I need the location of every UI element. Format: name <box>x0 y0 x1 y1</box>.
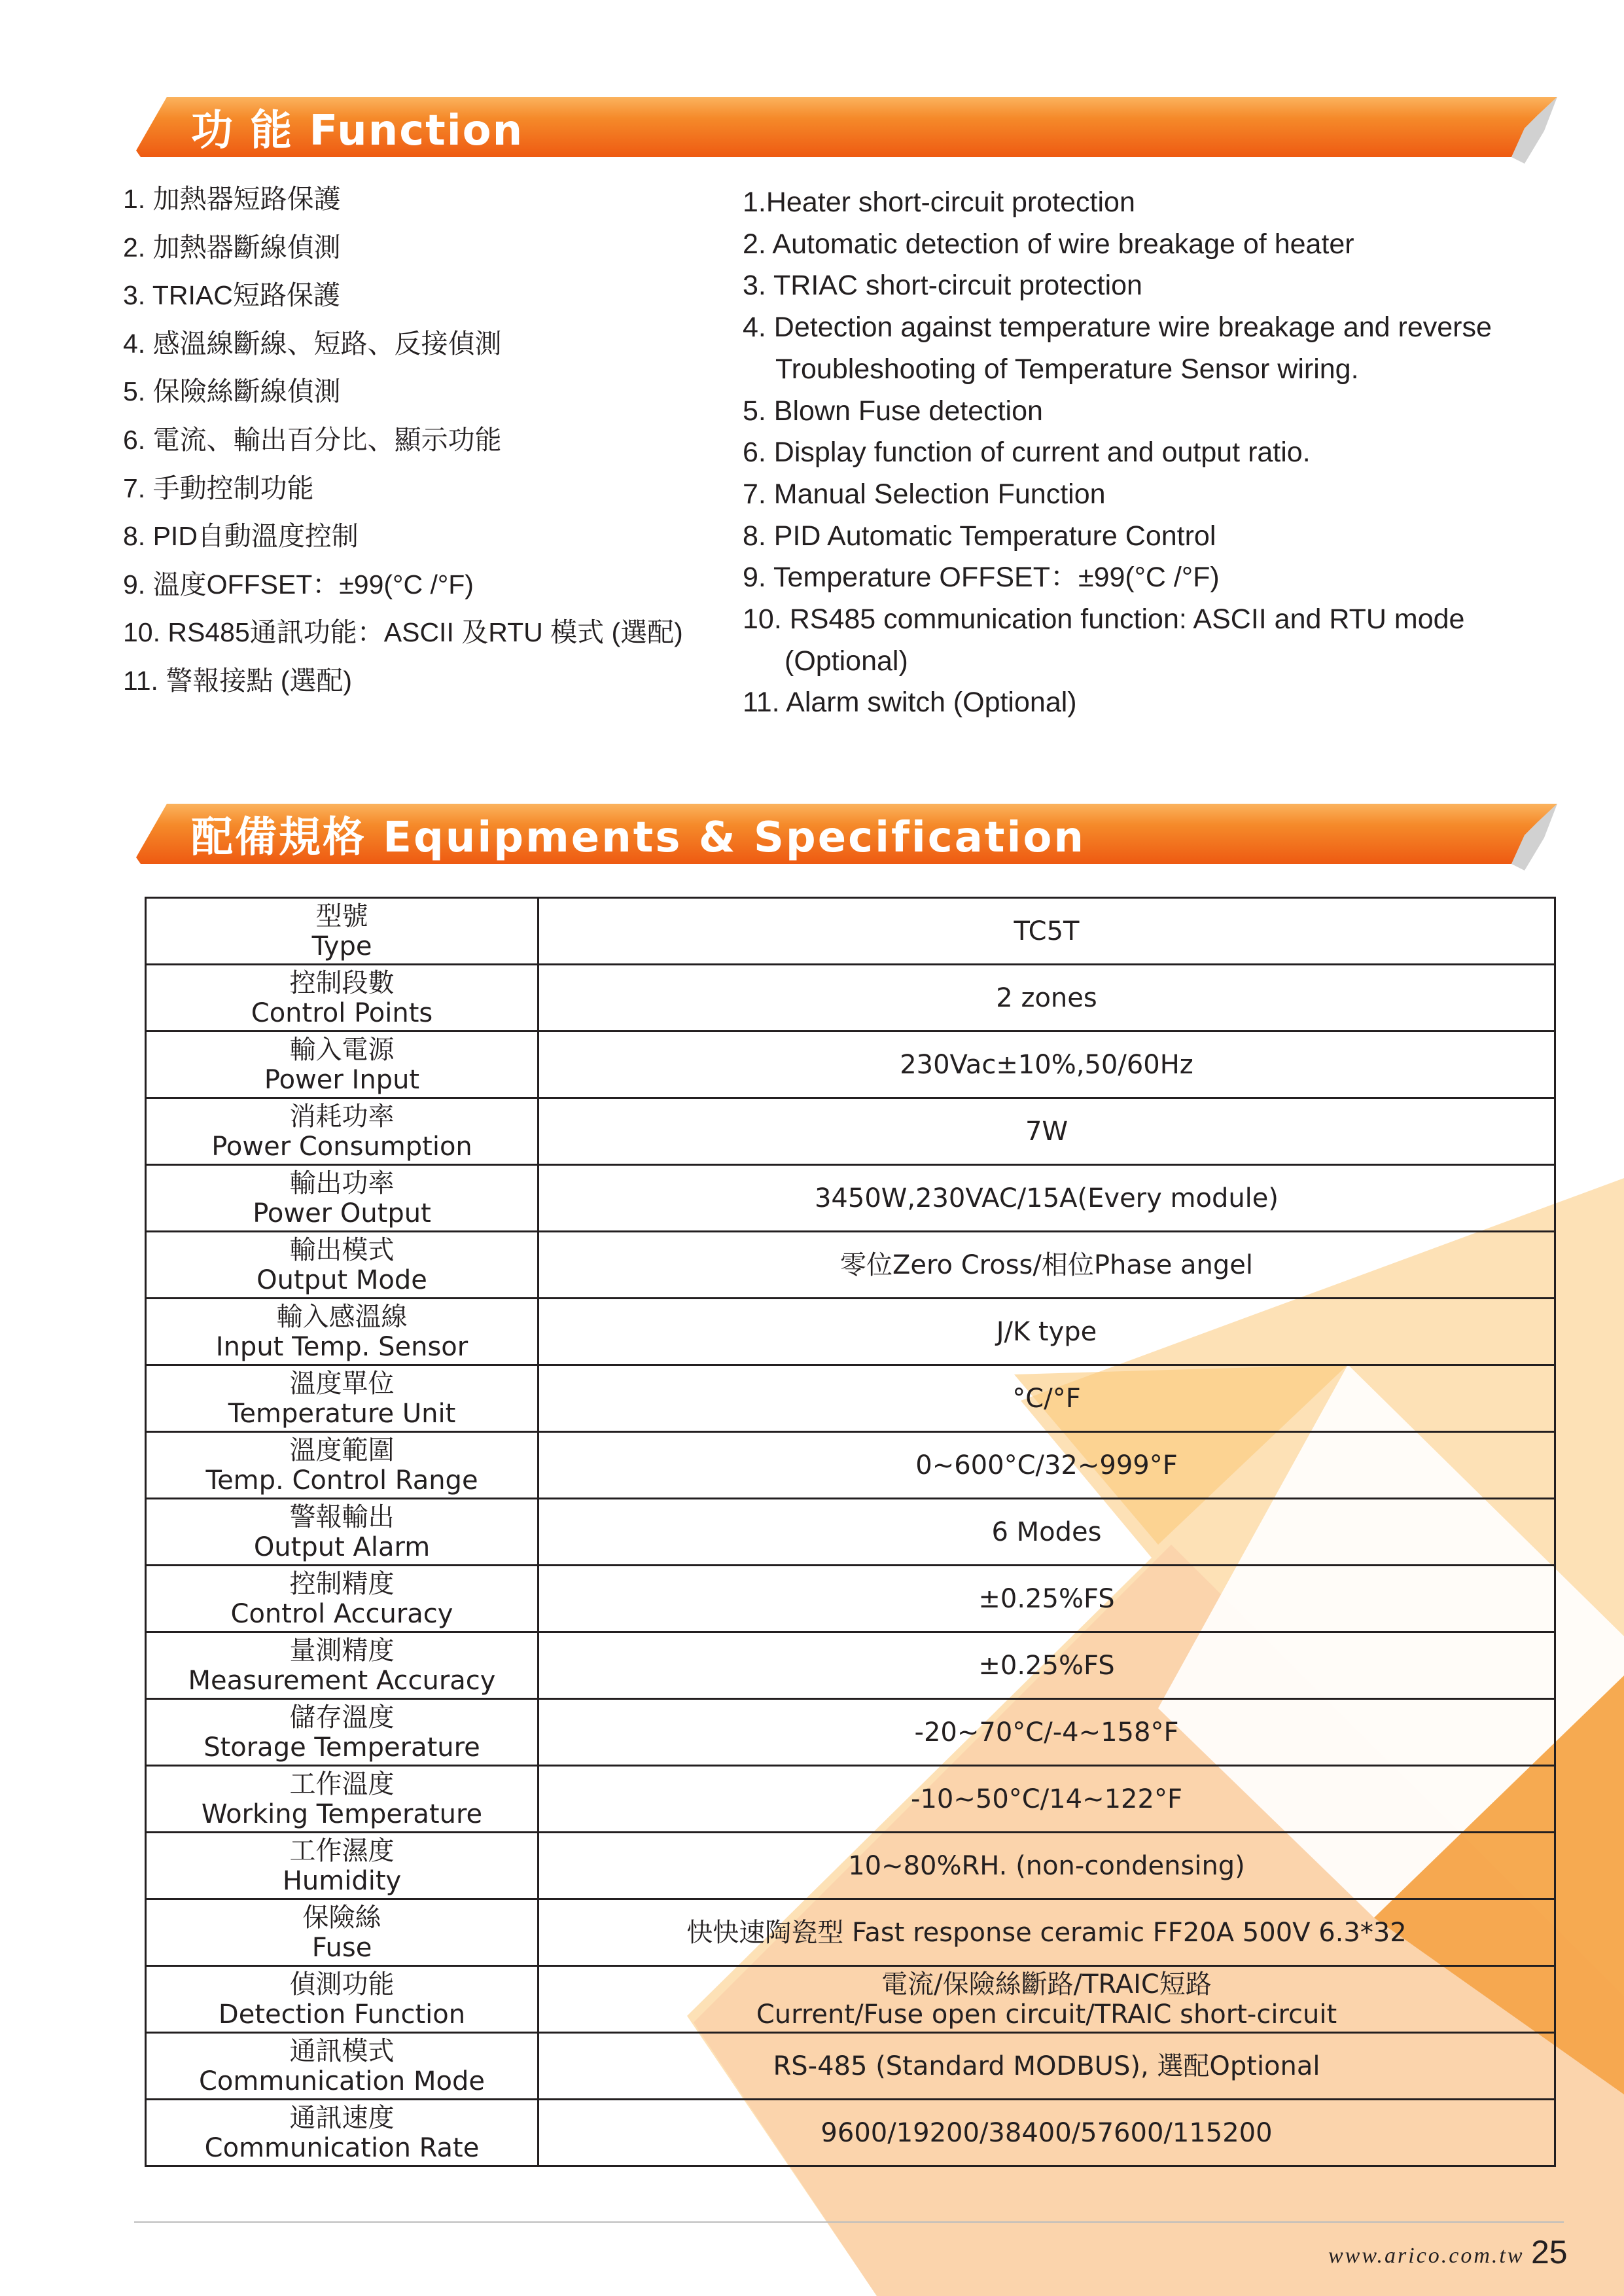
spec-row <box>146 1632 1555 1699</box>
spec-row <box>146 1365 1555 1432</box>
spec-label-zh: 輸入感溫線 <box>276 1301 408 1332</box>
spec-label-cell <box>146 1165 538 1232</box>
spec-value-cell <box>538 1833 1555 1899</box>
spec-row <box>146 1031 1555 1098</box>
footer-divider <box>134 2221 1564 2223</box>
feature-item-zh: 2. 加熱器斷線偵測 <box>123 232 341 262</box>
spec-label-en: Working Temperature <box>201 1799 483 1829</box>
spec-label-cell <box>146 1232 538 1299</box>
spec-row <box>146 1299 1555 1365</box>
spec-label-cell <box>146 965 538 1031</box>
spec-value: 7W <box>1025 1116 1068 1147</box>
feature-line: 5. Blown Fuse detection <box>743 395 1043 427</box>
spec-label-zh: 儲存溫度 <box>289 1702 395 1732</box>
spec-label-en: Type <box>311 931 372 961</box>
spec-label-cell <box>146 1833 538 1899</box>
spec-value-cell <box>538 1699 1555 1766</box>
spec-label-zh: 工作溫度 <box>289 1768 395 1799</box>
feature-line: 8. PID Automatic Temperature Control <box>743 520 1216 552</box>
spec-value-cell <box>538 1966 1555 2033</box>
feature-item-zh: 6. 電流、輸出百分比、顯示功能 <box>123 424 502 455</box>
spec-value: J/K type <box>996 1316 1097 1347</box>
spec-value-cell <box>538 1165 1555 1232</box>
spec-value-cell <box>538 898 1555 965</box>
feature-line: 6. Display function of current and output ratio. <box>743 437 1311 469</box>
spec-label-en: Output Mode <box>256 1265 427 1295</box>
feature-line: 9. Temperature OFFSET：±99(°C /°F) <box>743 562 1220 594</box>
spec-label-zh: 輸入電源 <box>289 1034 395 1065</box>
feature-item-en <box>743 516 1554 558</box>
feature-item-en <box>743 265 1554 307</box>
spec-row <box>146 1098 1555 1165</box>
feature-item-en <box>743 182 1554 224</box>
spec-label-en: Power Output <box>253 1198 431 1229</box>
spec-label-zh: 溫度範圍 <box>289 1435 395 1465</box>
spec-label-zh: 溫度單位 <box>289 1368 395 1399</box>
spec-row <box>146 1432 1555 1499</box>
spec-label-cell <box>146 1766 538 1833</box>
spec-label-cell <box>146 2100 538 2166</box>
spec-label-cell <box>146 1966 538 2033</box>
function-title: 功 能 Function <box>191 107 524 155</box>
spec-value-cell <box>538 1899 1555 1966</box>
spec-label-en: Communication Rate <box>204 2132 480 2163</box>
spec-label-zh: 通訊模式 <box>289 2036 395 2066</box>
spec-value-cell <box>538 1365 1555 1432</box>
spec-label-cell <box>146 1432 538 1499</box>
spec-value-cell <box>538 1566 1555 1632</box>
feature-item-zh: 9. 溫度OFFSET：±99(°C /°F) <box>123 569 474 600</box>
spec-value: 2 zones <box>996 982 1097 1013</box>
feature-item-zh: 3. TRIAC短路保護 <box>123 280 340 311</box>
spec-value-cell <box>538 965 1555 1031</box>
spec-value: -20~70°C/-4~158°F <box>914 1717 1179 1748</box>
feature-item-en <box>743 224 1554 266</box>
spec-label-cell <box>146 1699 538 1766</box>
footer-url: www.arico.com.tw <box>1328 2244 1525 2268</box>
spec-label-en: Humidity <box>282 1865 402 1896</box>
spec-label-zh: 輸出功率 <box>289 1168 395 1198</box>
spec-label-zh: 偵測功能 <box>289 1969 395 2000</box>
feature-line: 7. Manual Selection Function <box>743 478 1106 510</box>
spec-row <box>146 1699 1555 1766</box>
spec-value: 10~80%RH. (non-condensing) <box>848 1850 1245 1881</box>
spec-value: 零位Zero Cross/相位Phase angel <box>839 1249 1253 1280</box>
spec-label-cell <box>146 1566 538 1632</box>
spec-label-zh: 警報輸出 <box>289 1501 395 1532</box>
spec-value-cell <box>538 1432 1555 1499</box>
spec-value: -10~50°C/14~122°F <box>911 1784 1182 1814</box>
spec-row <box>146 1833 1555 1899</box>
spec-value: 0~600°C/32~999°F <box>915 1450 1178 1480</box>
spec-value-cell <box>538 1766 1555 1833</box>
spec-label-zh: 工作濕度 <box>289 1835 395 1866</box>
feature-line: 2. Automatic detection of wire breakage of heater <box>743 228 1354 260</box>
spec-label-en: Input Temp. Sensor <box>215 1331 468 1362</box>
spec-value-cell <box>538 1098 1555 1165</box>
feature-item-en <box>743 557 1554 599</box>
feature-item-zh: 7. 手動控制功能 <box>123 473 314 503</box>
spec-label-en: Power Input <box>264 1064 420 1095</box>
spec-value: 快快速陶瓷型 Fast response ceramic FF20A 500V 6.3*32 <box>686 1917 1407 1948</box>
spec-value-cell <box>538 1031 1555 1098</box>
feature-line: 4. Detection against temperature wire breakage and reverse <box>743 312 1492 344</box>
spec-value: °C/°F <box>1012 1383 1081 1414</box>
spec-label-cell <box>146 1632 538 1699</box>
feature-item-zh: 4. 感溫線斷線、短路、反接偵測 <box>123 328 502 359</box>
spec-value: TC5T <box>1014 916 1080 946</box>
spec-label-cell <box>146 2033 538 2100</box>
spec-value-cell <box>538 1232 1555 1299</box>
feature-line: 10. RS485 communication function: ASCII and RTU mode <box>743 603 1465 636</box>
spec-label-en: Temperature Unit <box>228 1398 456 1429</box>
spec-label-en: Measurement Accuracy <box>188 1665 496 1696</box>
spec-row <box>146 1566 1555 1632</box>
spec-value-cell <box>538 2033 1555 2100</box>
spec-label-cell <box>146 1299 538 1365</box>
feature-item-en <box>743 391 1554 433</box>
feature-item-zh: 11. 警報接點 (選配) <box>123 665 353 696</box>
feature-item-zh: 8. PID自動溫度控制 <box>123 521 359 552</box>
spec-label-zh: 量測精度 <box>289 1635 395 1666</box>
spec-value-cell <box>538 2100 1555 2166</box>
spec-row <box>146 1966 1555 2033</box>
spec-label-zh: 輸出模式 <box>289 1234 395 1265</box>
feature-line-continued: Troubleshooting of Temperature Sensor wiring. <box>775 353 1359 385</box>
feature-item-zh: 5. 保險絲斷線偵測 <box>123 376 341 407</box>
spec-label-zh: 保險絲 <box>302 1902 381 1933</box>
spec-value: RS-485 (Standard MODBUS), 選配Optional <box>773 2051 1320 2081</box>
spec-row <box>146 1232 1555 1299</box>
spec-banner <box>131 798 1557 870</box>
spec-value: ±0.25%FS <box>978 1650 1115 1681</box>
feature-line: 3. TRIAC short-circuit protection <box>743 270 1142 302</box>
spec-label-en: Temp. Control Range <box>205 1465 478 1496</box>
spec-label-en: Communication Mode <box>199 2066 485 2096</box>
spec-label-zh: 通訊速度 <box>289 2102 395 2133</box>
function-banner <box>131 92 1557 164</box>
spec-value: ±0.25%FS <box>978 1583 1115 1614</box>
feature-item-en <box>743 307 1554 390</box>
feature-item-zh: 1. 加熱器短路保護 <box>123 184 341 214</box>
feature-item-en <box>743 432 1554 474</box>
spec-label-cell <box>146 1031 538 1098</box>
spec-label-zh: 控制精度 <box>289 1568 395 1599</box>
spec-row <box>146 2033 1555 2100</box>
spec-value: 6 Modes <box>991 1516 1102 1547</box>
feature-line: 1.Heater short-circuit protection <box>743 187 1135 218</box>
spec-value: 電流/保險絲斷路/TRAIC短路 <box>881 1969 1212 2000</box>
spec-row <box>146 2100 1555 2166</box>
feature-line-continued: (Optional) <box>785 645 908 677</box>
spec-label-en: Control Points <box>251 997 433 1028</box>
spec-label-cell <box>146 898 538 965</box>
feature-line: 11. Alarm switch (Optional) <box>743 687 1077 719</box>
spec-value: 9600/19200/38400/57600/115200 <box>821 2117 1273 2148</box>
feature-item-zh: 10. RS485通訊功能：ASCII 及RTU 模式 (選配) <box>123 617 683 648</box>
spec-label-cell <box>146 1499 538 1566</box>
spec-table <box>145 897 1556 2167</box>
spec-label-en: Power Consumption <box>211 1131 472 1162</box>
spec-label-zh: 消耗功率 <box>289 1101 395 1132</box>
feature-item-en <box>743 474 1554 516</box>
spec-label-en: Control Accuracy <box>230 1598 453 1629</box>
spec-value-cell <box>538 1632 1555 1699</box>
spec-value-cell <box>538 1299 1555 1365</box>
spec-label-cell <box>146 1365 538 1432</box>
spec-row <box>146 1766 1555 1833</box>
feature-item-en <box>743 682 1554 724</box>
spec-value: 230Vac±10%,50/60Hz <box>900 1049 1193 1080</box>
spec-title: 配備規格 Equipments & Specification <box>191 814 1086 862</box>
features-list-en <box>743 182 1554 724</box>
features-list-zh <box>123 180 683 710</box>
spec-label-en: Output Alarm <box>253 1532 431 1562</box>
spec-label-cell <box>146 1098 538 1165</box>
spec-row <box>146 965 1555 1031</box>
spec-value: Current/Fuse open circuit/TRAIC short-circuit <box>756 1999 1337 2030</box>
spec-row <box>146 898 1555 965</box>
page-number: 25 <box>1531 2234 1568 2270</box>
spec-label-cell <box>146 1899 538 1966</box>
spec-label-en: Storage Temperature <box>203 1732 480 1763</box>
feature-item-en <box>743 599 1554 682</box>
spec-row <box>146 1899 1555 1966</box>
spec-value-cell <box>538 1499 1555 1566</box>
spec-label-zh: 型號 <box>315 901 368 931</box>
spec-value: 3450W,230VAC/15A(Every module) <box>814 1183 1279 1213</box>
spec-label-zh: 控制段數 <box>289 967 395 998</box>
spec-row <box>146 1499 1555 1566</box>
spec-label-en: Detection Function <box>218 1999 466 2030</box>
spec-label-en: Fuse <box>311 1932 372 1963</box>
spec-row <box>146 1165 1555 1232</box>
